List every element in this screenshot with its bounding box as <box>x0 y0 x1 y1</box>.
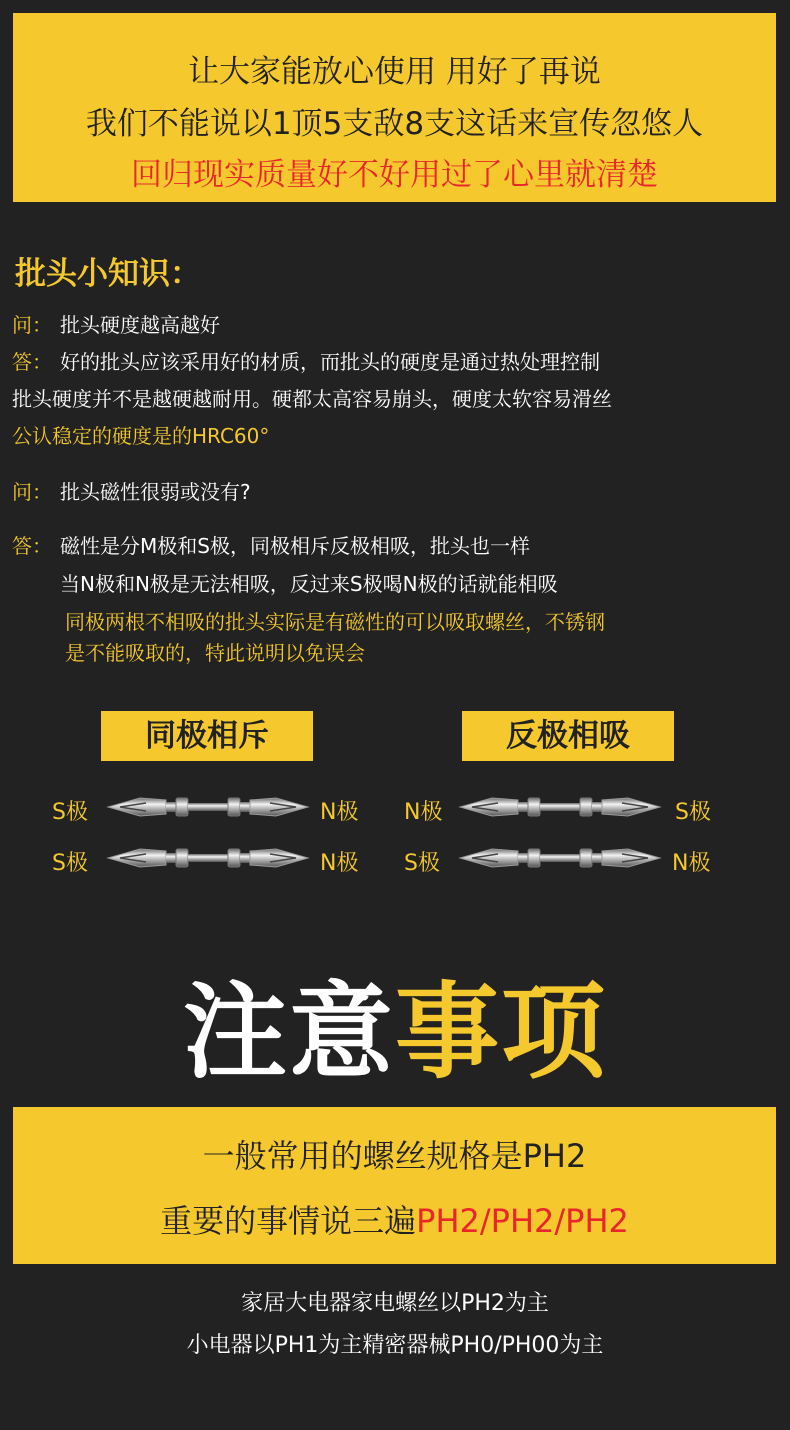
answer-1-line-2: 批头硬度并不是越硬越耐用。硬都太高容易崩头，硬度太软容易滑丝 <box>12 387 612 411</box>
ph-banner <box>13 1107 776 1264</box>
knowledge-title: 批头小知识： <box>15 256 201 292</box>
pole-label: S极 <box>675 800 711 825</box>
banner-line-1: 让大家能放心使用 用好了再说 <box>188 54 601 90</box>
opposite-pole-label: 反极相吸 <box>462 711 674 761</box>
pole-label: N极 <box>320 851 359 876</box>
screwdriver-bit-icon <box>106 843 310 873</box>
answer-1-line-1: 好的批头应该采用好的材质，而批头的硬度是通过热处理控制 <box>60 350 600 374</box>
notice-heading <box>0 948 790 1098</box>
same-pole-label: 同极相斥 <box>101 711 313 761</box>
notice-heading-yellow: 事项 <box>395 971 608 1093</box>
question-2-text: 批头磁性很弱或没有? <box>60 480 251 504</box>
footer-line-2: 小电器以PH1为主精密器械PH0/PH00为主 <box>186 1333 604 1358</box>
answer-1-line-3: 公认稳定的硬度是的HRC60° <box>12 424 270 448</box>
banner-line-2: 我们不能说以1顶5支敌8支这话来宣传忽悠人 <box>85 106 704 142</box>
ph-line-2-highlight: PH2/PH2/PH2 <box>416 1202 629 1240</box>
answer-2-line-1: 磁性是分M极和S极，同极相斥反极相吸，批头也一样 <box>60 534 530 558</box>
question-1-prefix: 问： <box>12 313 52 337</box>
ph-line-1: 一般常用的螺丝规格是PH2 <box>202 1137 587 1175</box>
question-2-prefix: 问： <box>12 480 52 504</box>
answer-2-line-3: 同极两根不相吸的批头实际是有磁性的可以吸取螺丝，不锈钢 <box>65 610 605 634</box>
pole-label: S极 <box>52 800 88 825</box>
answer-2-prefix: 答： <box>12 534 52 558</box>
ph-line-2 <box>13 1196 776 1242</box>
pole-label: S极 <box>404 851 440 876</box>
top-banner <box>13 13 776 202</box>
screwdriver-bit-icon <box>106 792 310 822</box>
pole-label: N极 <box>320 800 359 825</box>
pole-label: N极 <box>404 800 443 825</box>
screwdriver-bit-icon <box>458 792 662 822</box>
answer-2-line-4: 是不能吸取的，特此说明以免误会 <box>65 641 365 665</box>
screwdriver-bit-icon <box>458 843 662 873</box>
notice-heading-white: 注意 <box>182 971 395 1093</box>
footer-line-1: 家居大电器家电螺丝以PH2为主 <box>241 1291 549 1316</box>
question-1-text: 批头硬度越高越好 <box>60 313 220 337</box>
banner-line-3: 回归现实质量好不好用过了心里就清楚 <box>131 157 658 193</box>
ph-line-2-prefix: 重要的事情说三遍 <box>160 1202 417 1240</box>
answer-1-prefix: 答： <box>12 350 52 374</box>
pole-label: N极 <box>672 851 711 876</box>
pole-label: S极 <box>52 851 88 876</box>
answer-2-line-2: 当N极和N极是无法相吸，反过来S极喝N极的话就能相吸 <box>60 572 558 596</box>
